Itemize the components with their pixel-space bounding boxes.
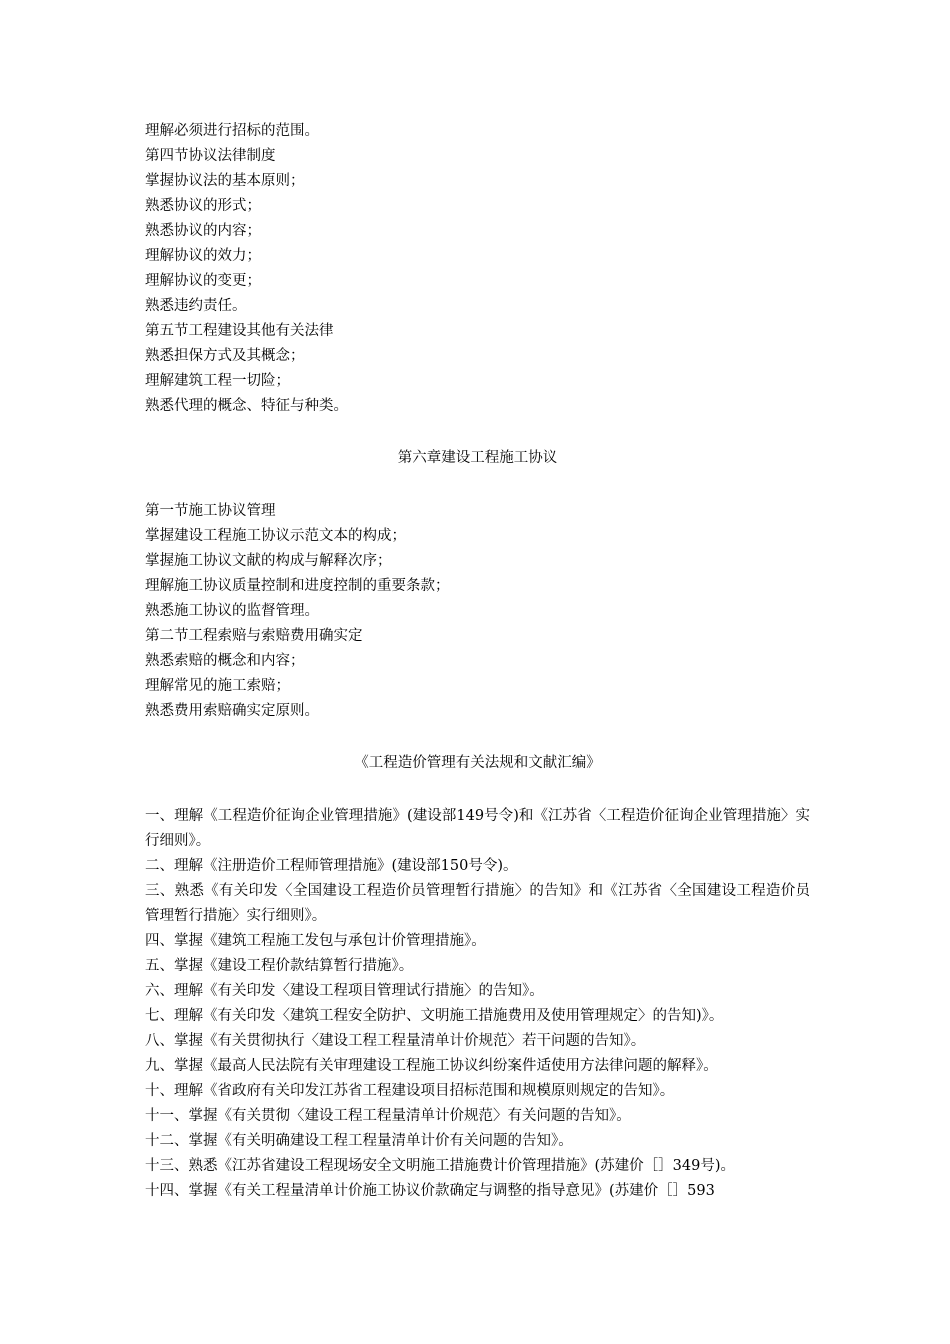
compilation-list [145, 804, 810, 1204]
list-item: 十、理解《省政府有关印发江苏省工程建设项目招标范围和规模原则规定的告知》。 [145, 1083, 675, 1099]
text-line: 理解协议的变更； [145, 273, 261, 289]
spacer [145, 724, 810, 751]
document-body [145, 119, 810, 1204]
text-line: 掌握施工协议文献的构成与解释次序； [145, 553, 392, 569]
section-heading: 第二节工程索赔与索赔费用确实定 [145, 628, 363, 644]
spacer [145, 776, 810, 804]
list-item: 十三、熟悉《江苏省建设工程现场安全文明施工措施费计价管理措施》(苏建价［］349号)。 [145, 1158, 735, 1174]
list-item: 十四、掌握《有关工程量清单计价施工协议价款确定与调整的指导意见》(苏建价［］593 [145, 1183, 715, 1199]
text-line: 掌握建设工程施工协议示范文本的构成； [145, 528, 406, 544]
spacer [145, 471, 810, 499]
list-item: 五、掌握《建设工程价款结算暂行措施》。 [145, 958, 414, 974]
compilation-title: 《工程造价管理有关法规和文献汇编》 [354, 755, 601, 771]
text-line: 熟悉协议的内容； [145, 223, 261, 239]
text-line: 熟悉协议的形式； [145, 198, 261, 214]
section-heading: 第四节协议法律制度 [145, 148, 276, 164]
text-line: 熟悉施工协议的监督管理。 [145, 603, 319, 619]
list-item: 四、掌握《建筑工程施工发包与承包计价管理措施》。 [145, 933, 486, 949]
text-line: 理解建筑工程一切险； [145, 373, 290, 389]
text-line: 熟悉担保方式及其概念； [145, 348, 305, 364]
list-item: 二、理解《注册造价工程师管理措施》(建设部150号令)。 [145, 858, 518, 874]
list-item: 七、理解《有关印发〈建筑工程安全防护、文明施工措施费用及使用管理规定〉的告知)》。 [145, 1008, 724, 1024]
text-line: 熟悉代理的概念、特征与种类。 [145, 398, 348, 414]
syllabus-block-chapter-six [145, 499, 810, 724]
section-heading: 第一节施工协议管理 [145, 503, 276, 519]
text-line: 熟悉违约责任。 [145, 298, 247, 314]
text-line: 熟悉费用索赔确实定原则。 [145, 703, 319, 719]
text-line: 理解必须进行招标的范围。 [145, 123, 319, 139]
text-line: 理解常见的施工索赔； [145, 678, 290, 694]
list-item: 十二、掌握《有关明确建设工程工程量清单计价有关问题的告知》。 [145, 1133, 573, 1149]
list-item: 六、理解《有关印发〈建设工程项目管理试行措施〉的告知》。 [145, 983, 544, 999]
section-heading: 第五节工程建设其他有关法律 [145, 323, 334, 339]
text-line: 理解协议的效力； [145, 248, 261, 264]
chapter-six-title: 第六章建设工程施工协议 [397, 450, 558, 466]
list-item: 八、掌握《有关贯彻执行〈建设工程工程量清单计价规范〉若干问题的告知》。 [145, 1033, 646, 1049]
text-line: 理解施工协议质量控制和进度控制的重要条款； [145, 578, 450, 594]
list-item: 三、熟悉《有关印发〈全国建设工程造价员管理暂行措施〉的告知》和《江苏省〈全国建设工程造价员管理暂行措施〉实行细则》。 [145, 883, 810, 924]
syllabus-block-chapter-five [145, 119, 810, 419]
spacer [145, 419, 810, 446]
text-line: 熟悉索赔的概念和内容； [145, 653, 305, 669]
list-item: 一、理解《工程造价征询企业管理措施》(建设部149号令)和《江苏省〈工程造价征询企业管理措施〉实行细则》。 [145, 808, 810, 849]
text-line: 掌握协议法的基本原则； [145, 173, 305, 189]
list-item: 九、掌握《最高人民法院有关审理建设工程施工协议纠纷案件适使用方法律问题的解释》。 [145, 1058, 718, 1074]
list-item: 十一、掌握《有关贯彻〈建设工程工程量清单计价规范〉有关问题的告知》。 [145, 1108, 631, 1124]
